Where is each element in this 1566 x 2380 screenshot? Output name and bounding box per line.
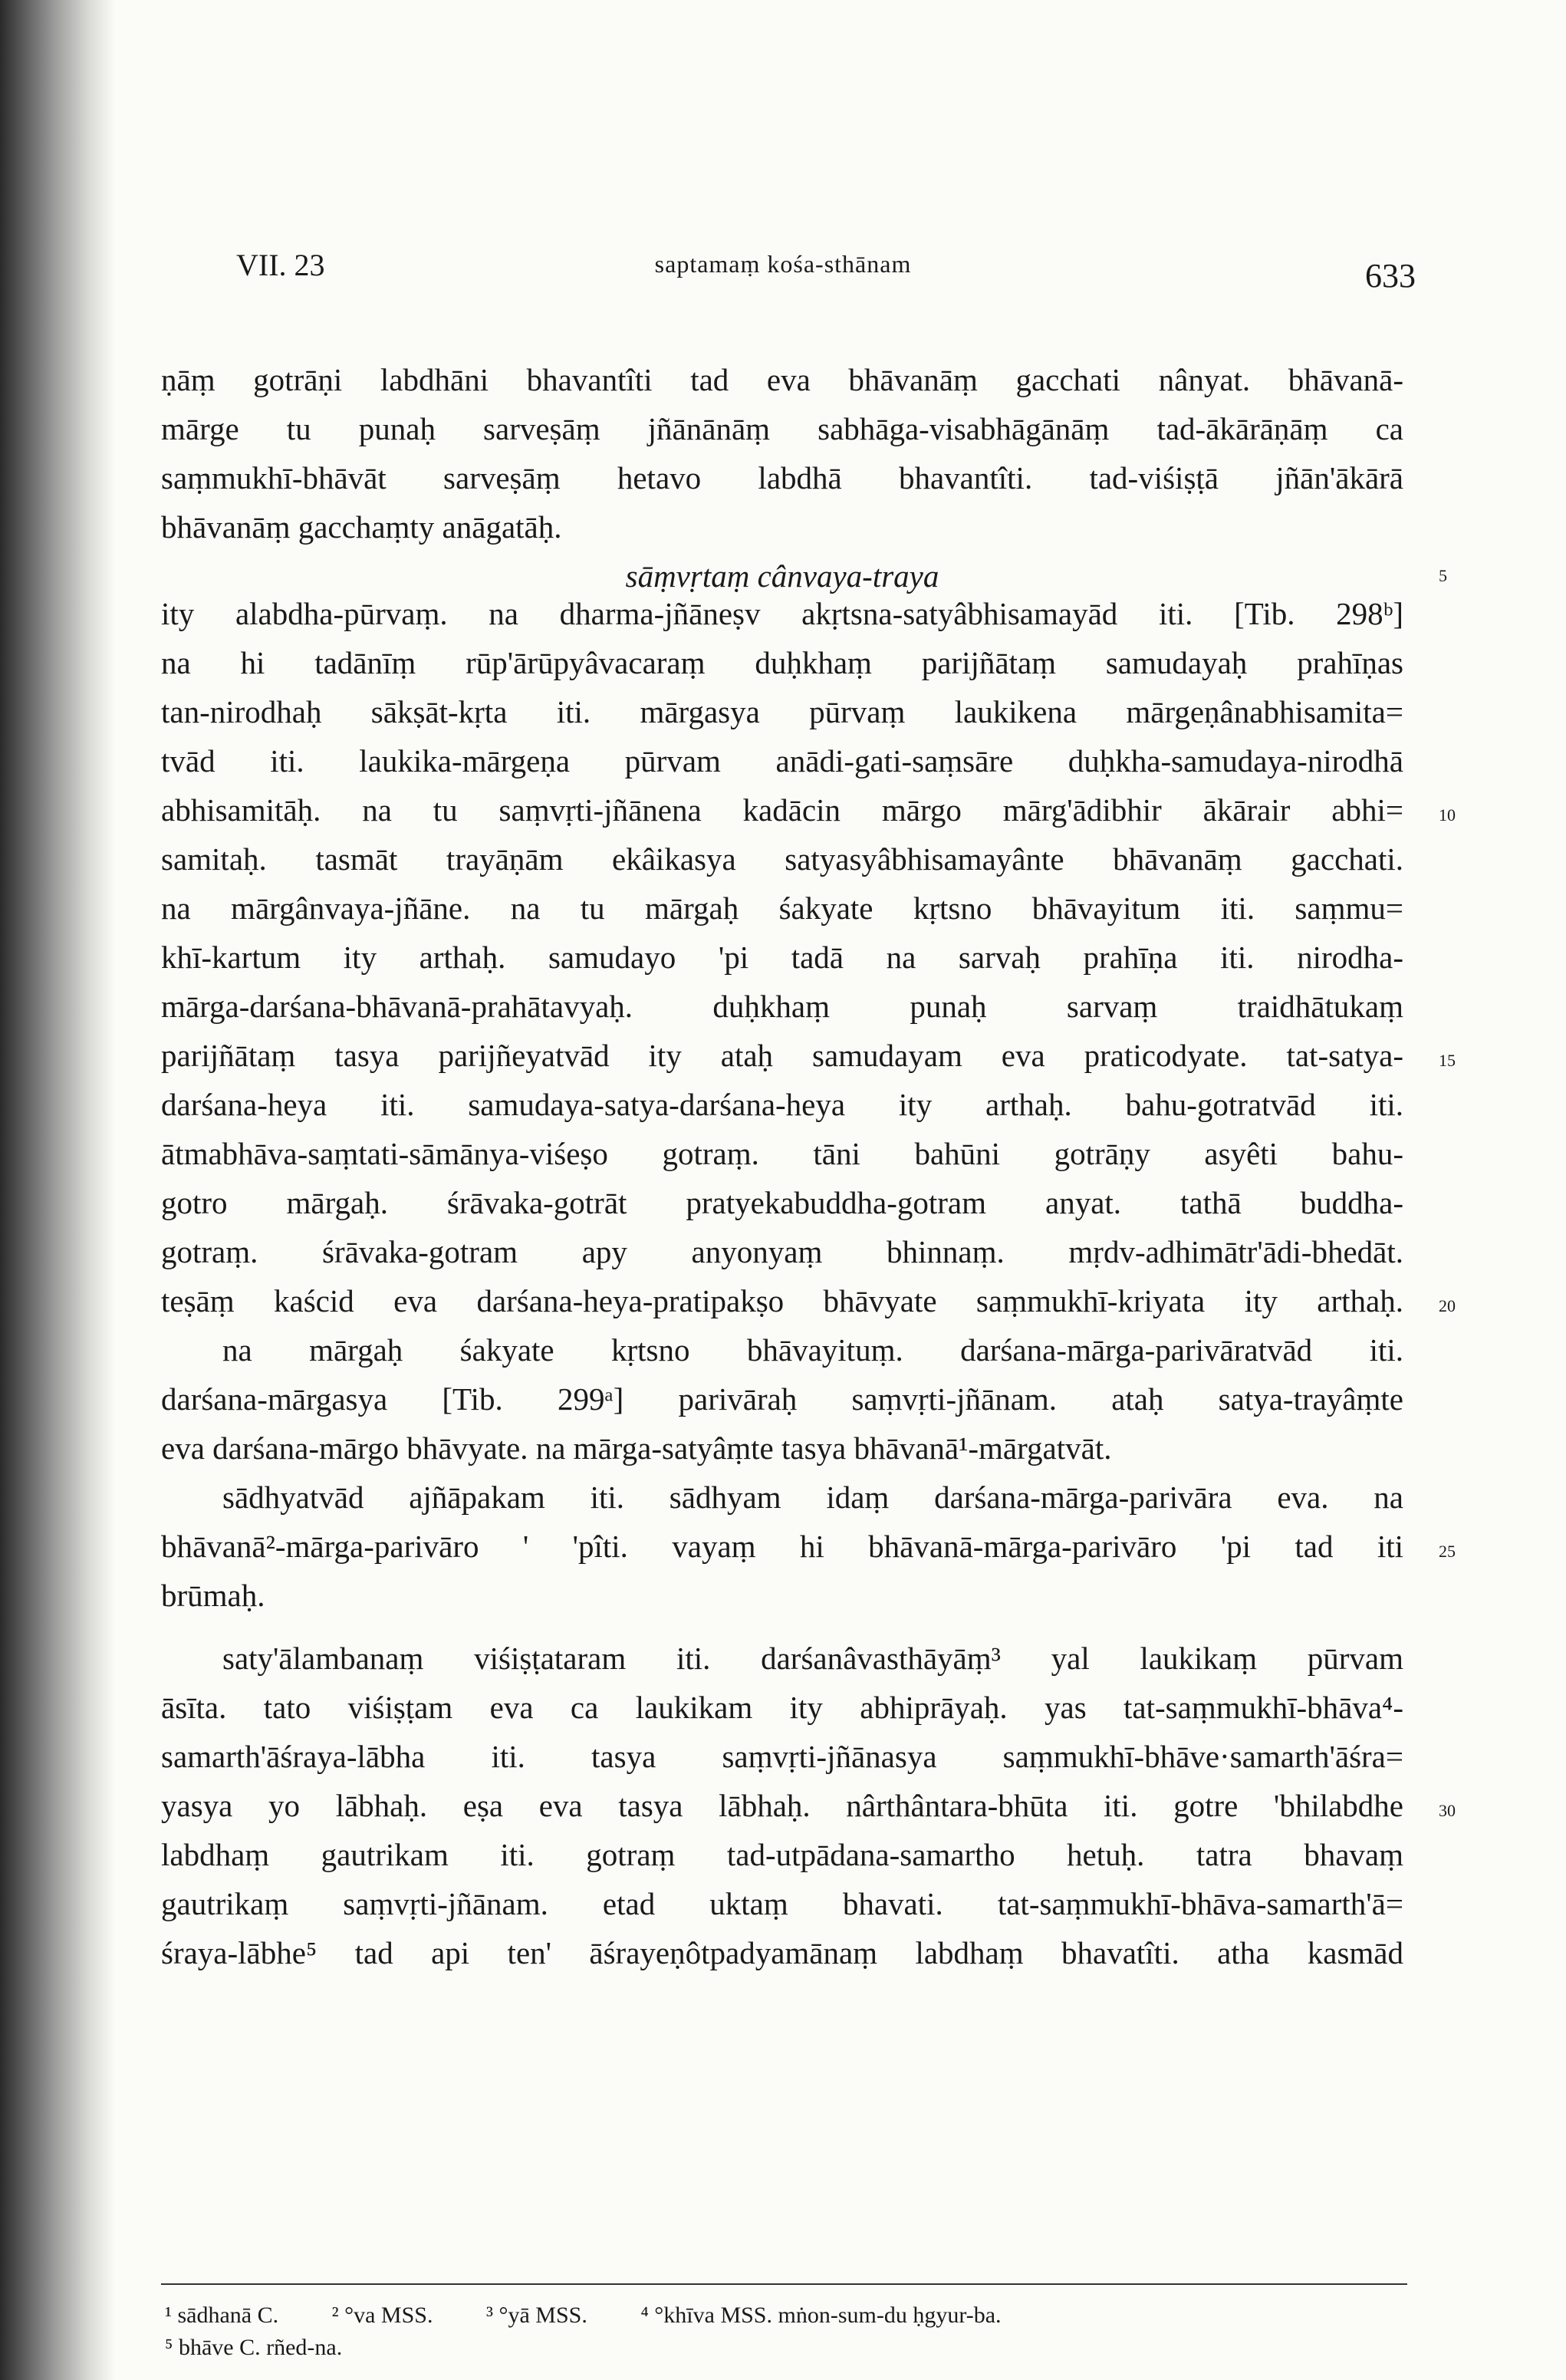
text-line: samitaḥ. tasmāt trayāṇām ekâikasya satyasyâbhisamayânte bhāvanāṃ gacchati.	[161, 841, 1403, 877]
text-line: gotraṃ. śrāvaka-gotram apy anyonyaṃ bhinnaṃ. mṛdv-adhimātr'ādi-bhedāt.	[161, 1234, 1403, 1269]
line-number: 10	[1439, 805, 1456, 825]
text-line: ṇāṃ gotrāṇi labdhāni bhavantîti tad eva bhāvanāṃ gacchati nânyat. bhāvanā-	[161, 362, 1403, 397]
line-number: 5	[1439, 566, 1447, 585]
text-line: gotro mārgaḥ. śrāvaka-gotrāt pratyekabuddha-gotram anyat. tathā buddha-	[161, 1185, 1403, 1220]
text-line: śraya-lābhe⁵ tad api ten' āśrayeṇôtpadyamānaṃ labdhaṃ bhavatîti. atha kasmād	[161, 1935, 1403, 1970]
line-number: 20	[1439, 1296, 1456, 1315]
text-line: abhisamitāḥ. na tu saṃvṛti-jñānena kadācin mārgo mārg'ādibhir ākārair abhi=	[161, 792, 1403, 828]
text-line: samarth'āśraya-lābha iti. tasya saṃvṛti-jñānasya saṃmukhī-bhāve·samarth'āśra=	[161, 1739, 1403, 1774]
text-line: mārga-darśana-bhāvanā-prahātavyaḥ. duḥkhaṃ punaḥ sarvaṃ traidhātukaṃ	[161, 989, 1403, 1024]
running-title: saptamaṃ kośa-sthānam	[654, 250, 912, 278]
text-line: ātmabhāva-saṃtati-sāmānya-viśeṣo gotraṃ. tāni bahūni gotrāṇy asyêti bahu-	[161, 1136, 1403, 1171]
page-number: 633	[1365, 257, 1416, 295]
footnote: ² °va MSS.	[331, 2303, 433, 2328]
text-line: yasya yo lābhaḥ. eṣa eva tasya lābhaḥ. nârthântara-bhūta iti. gotre 'bhilabdhe	[161, 1788, 1403, 1823]
text-line: sādhyatvād ajñāpakam iti. sādhyam idaṃ darśana-mārga-parivāra eva. na	[222, 1480, 1403, 1515]
text-line: na mārgaḥ śakyate kṛtsno bhāvayituṃ. darśana-mārga-parivāratvād iti.	[222, 1332, 1403, 1368]
footnote-row	[165, 2335, 390, 2361]
line-number: 15	[1439, 1051, 1456, 1070]
text-line: tan-nirodhaḥ sākṣāt-kṛta iti. mārgasya pūrvaṃ laukikena mārgeṇânabhisamita=	[161, 694, 1403, 729]
text-line: brūmaḥ.	[161, 1578, 265, 1613]
line-number: 30	[1439, 1801, 1456, 1820]
footnote: ¹ sādhanā C.	[165, 2303, 279, 2328]
book-binding-shadow	[0, 0, 115, 2380]
chapter-verse-ref: VII. 23	[236, 248, 325, 282]
text-line: saty'ālambanaṃ viśiṣṭataram iti. darśanâvasthāyāṃ³ yal laukikaṃ pūrvam	[222, 1641, 1403, 1676]
text-line: āsīta. tato viśiṣṭam eva ca laukikam ity abhiprāyaḥ. yas tat-saṃmukhī-bhāva⁴-	[161, 1690, 1403, 1725]
text-line: ity alabdha-pūrvaṃ. na dharma-jñāneṣv akṛtsna-satyâbhisamayād iti. [Tib. 298ᵇ]	[161, 596, 1403, 631]
text-line: tvād iti. laukika-mārgeṇa pūrvam anādi-gati-saṃsāre duḥkha-samudaya-nirodhā	[161, 743, 1403, 779]
footnote: ⁴ °khīva MSS. mṅon-sum-du ḥgyur-ba.	[640, 2303, 1002, 2328]
text-line: mārge tu punaḥ sarveṣāṃ jñānānāṃ sabhāga-visabhāgānāṃ tad-ākārāṇāṃ ca	[161, 411, 1403, 446]
text-line: labdhaṃ gautrikam iti. gotraṃ tad-utpādana-samartho hetuḥ. tatra bhavaṃ	[161, 1837, 1403, 1872]
footnote-divider	[161, 2283, 1407, 2285]
text-line: khī-kartum ity arthaḥ. samudayo 'pi tadā na sarvaḥ prahīṇa iti. nirodha-	[161, 940, 1403, 975]
line-number: 25	[1439, 1542, 1456, 1561]
text-line: bhāvanā²-mārga-parivāro ' 'pîti. vayaṃ hi bhāvanā-mārga-parivāro 'pi tad iti	[161, 1529, 1403, 1564]
text-line: parijñātaṃ tasya parijñeyatvād ity ataḥ samudayam eva praticodyate. tat-satya-	[161, 1038, 1403, 1073]
text-line: darśana-heya iti. samudaya-satya-darśana-heya ity arthaḥ. bahu-gotratvād iti.	[161, 1087, 1403, 1122]
text-line: na mārgânvaya-jñāne. na tu mārgaḥ śakyate kṛtsno bhāvayitum iti. saṃmu=	[161, 890, 1403, 926]
text-line: darśana-mārgasya [Tib. 299ᵃ] parivāraḥ saṃvṛti-jñānam. ataḥ satya-trayâṃte	[161, 1381, 1403, 1417]
text-line: teṣāṃ kaścid eva darśana-heya-pratipakṣo bhāvyate saṃmukhī-kriyata ity arthaḥ.	[161, 1283, 1403, 1318]
text-line: gautrikaṃ saṃvṛti-jñānam. etad uktaṃ bhavati. tat-saṃmukhī-bhāva-samarth'ā=	[161, 1886, 1403, 1921]
text-line: na hi tadānīṃ rūp'ārūpyâvacaraṃ duḥkhaṃ parijñātaṃ samudayaḥ prahīṇas	[161, 645, 1403, 680]
footnote: ³ °yā MSS.	[485, 2303, 587, 2328]
footnote: ⁵ bhāve C. rñed-na.	[165, 2335, 343, 2360]
text-line: saṃmukhī-bhāvāt sarveṣāṃ hetavo labdhā bhavantîti. tad-viśiṣṭā jñān'ākārā	[161, 460, 1403, 495]
text-line: eva darśana-mārgo bhāvyate. na mārga-satyâṃte tasya bhāvanā¹-mārgatvāt.	[161, 1430, 1112, 1466]
text-line: bhāvanāṃ gacchaṃty anāgatāḥ.	[161, 509, 562, 545]
footnote-row	[165, 2303, 1049, 2329]
verse-line: sāṃvṛtaṃ cânvaya-traya	[625, 558, 939, 594]
